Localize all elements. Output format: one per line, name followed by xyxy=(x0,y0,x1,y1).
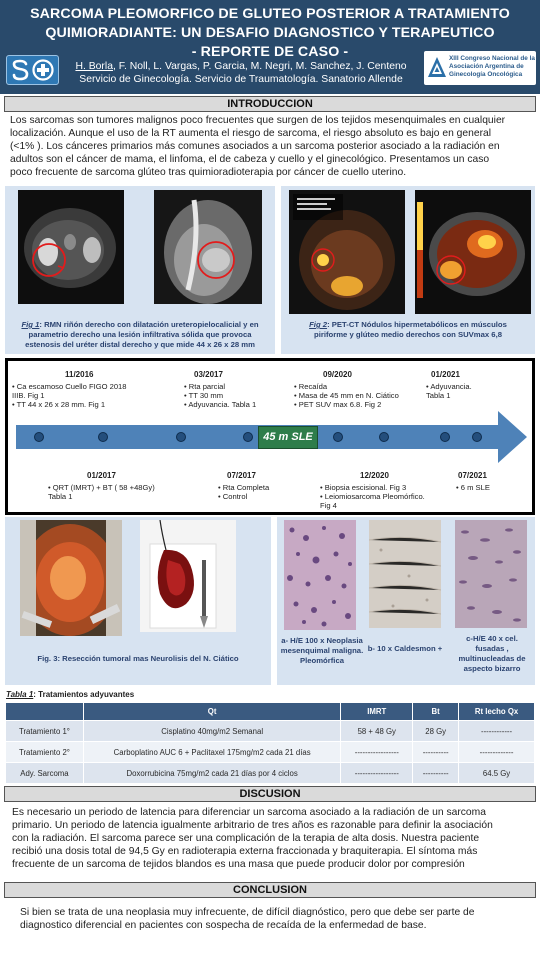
conclusion-line: diagnostico diferencial en pacientes con sospecha de recaída de la enfermedad de base. xyxy=(20,920,427,931)
first-author: H. Borla xyxy=(75,61,113,72)
fig3-caption xyxy=(11,654,265,664)
coauthors: , F. Noll, L. Vargas, P. Garcia, M. Negri, M. Sanchez, J. Centeno xyxy=(112,61,407,72)
fig2-panel xyxy=(281,186,535,354)
timeline-date: 11/2016 xyxy=(65,370,94,379)
timeline-event xyxy=(320,483,425,511)
fig1-caption-line: : RMN riñón derecho con dilatación ureteropielocalicial y en xyxy=(39,320,259,329)
fig1-caption-line: parametrio derecho una lesión infiltrativa sólida que provoca xyxy=(28,330,252,339)
table-cell: ------------- xyxy=(459,742,535,763)
fig4c-caption-line: multinucleadas de xyxy=(458,654,526,663)
histology-he-100x-image xyxy=(284,520,356,630)
table-caption xyxy=(6,690,134,699)
timeline-event-line: • Rta Completa xyxy=(218,483,270,492)
congress-text-line: XIII Congreso Nacional de la xyxy=(449,55,535,62)
intro-text xyxy=(10,114,534,179)
timeline-dot xyxy=(440,432,450,442)
fig1-caption-line: estenosis del uréter distal derecho y que mide 44 x 26 x 28 mm xyxy=(25,340,255,349)
timeline-event xyxy=(48,483,155,501)
conclusion-text xyxy=(20,906,534,932)
timeline-date: 01/2021 xyxy=(431,370,460,379)
affiliation: Servicio de Ginecología. Servicio de Traumatología. Sanatorio Allende xyxy=(79,73,403,85)
timeline-event-line: • Ca escamoso Cuello FIGO 2018 xyxy=(12,382,127,391)
title-line: SARCOMA PLEOMORFICO DE GLUTEO POSTERIOR A TRATAMIENTO xyxy=(30,6,510,22)
timeline-dot xyxy=(472,432,482,442)
timeline-dot xyxy=(34,432,44,442)
timeline-date: 07/2017 xyxy=(227,471,256,480)
discussion-line: recibió una dosis total de 94,5 Gy en radioterapia externa fraccionada y braquiterapia. El síntoma más xyxy=(12,846,478,857)
congress-logo-icon xyxy=(427,56,447,80)
table-header-cell: Qt xyxy=(83,703,340,721)
surgery-image xyxy=(20,520,122,636)
timeline-event-line: • Rta parcial xyxy=(184,382,226,391)
conclusion-line: Si bien se trata de una neoplasia muy infrecuente, de difícil diagnóstico, pero que debe ser parte de xyxy=(20,907,475,918)
table-header-cell: IMRT xyxy=(341,703,413,721)
table-cell: Ady. Sarcoma xyxy=(6,763,84,784)
table-cell: Doxorrubicina 75mg/m2 cada 21 días por 4 ciclos xyxy=(83,763,340,784)
discussion-line: primario. Un periodo de latencia igualmente arbitrario de tres años es razonable para definir la asociación xyxy=(12,820,493,831)
fig2-caption-line: piriforme y glúteo medio derechos con SUVmax 6,8 xyxy=(314,330,502,339)
discussion-text xyxy=(12,806,534,871)
timeline-dot xyxy=(243,432,253,442)
timeline-event-line: IIIB. Fig 1 xyxy=(12,391,45,401)
timeline-event-line: • TT 44 x 26 x 28 mm. Fig 1 xyxy=(12,400,106,410)
timeline-event xyxy=(184,382,256,410)
sanatorio-logo-icon xyxy=(10,58,56,82)
title-line: - REPORTE DE CASO - xyxy=(191,44,349,60)
timeline-event-line: • 6 m SLE xyxy=(456,483,490,492)
timeline-event-line: • Leiomiosarcoma Pleomórfico. xyxy=(320,492,425,502)
timeline-event-line: • Adyuvancia. xyxy=(426,382,472,391)
timeline-date: 09/2020 xyxy=(323,370,352,379)
timeline-date: 03/2017 xyxy=(194,370,223,379)
timeline-event-line: • TT 30 mm xyxy=(184,391,224,401)
timeline-event-line: • Masa de 45 mm en N. Ciático xyxy=(294,391,399,401)
fig3-panel xyxy=(5,517,271,685)
fig3-label: Fig. 3 xyxy=(37,654,58,663)
table-header-cell: Rt lecho Qx xyxy=(459,703,535,721)
table-cell: 58 + 48 Gy xyxy=(341,721,413,742)
discussion-heading: DISCUSION xyxy=(4,786,536,802)
timeline-event xyxy=(294,382,399,410)
fig4a-caption-line: a- H/E 100 x Neoplasia xyxy=(281,636,363,645)
fig1-caption xyxy=(11,320,269,350)
title-line: QUIMIORADIANTE: UN DESAFIO DIAGNOSTICO Y TERAPEUTICO xyxy=(45,25,495,41)
timeline-date: 07/2021 xyxy=(458,471,487,480)
histology-caldesmon-image xyxy=(369,520,441,628)
timeline-dot xyxy=(176,432,186,442)
fig1-label: Fig 1 xyxy=(21,320,40,329)
discussion-line: Es necesario un periodo de latencia para diferenciar un sarcoma asociado a la radiación de un sarcoma xyxy=(12,807,486,818)
table-cell: Tratamiento 2° xyxy=(6,742,84,763)
timeline-event xyxy=(426,382,472,400)
fig4a-caption-line: mesenquimal maligna. xyxy=(280,646,364,655)
fig4b-caption xyxy=(365,644,445,654)
fig1-panel xyxy=(5,186,275,354)
table-cell: ------------ xyxy=(459,721,535,742)
fig2-caption-line: : PET-CT Nódulos hipermetabólicos en músculos xyxy=(327,320,507,329)
intro-line: adultos son el cáncer de mama, el linfoma, el de cabeza y cuello y el ginecológico. Presentamos un caso xyxy=(10,154,490,165)
table-cell: ---------- xyxy=(413,742,459,763)
table-cell: ----------------- xyxy=(341,763,413,784)
fig2-label: Fig 2 xyxy=(309,320,328,329)
table-cell: Tratamiento 1° xyxy=(6,721,84,742)
timeline-event-line: • Recaída xyxy=(294,382,328,391)
timeline-event-line: • Biopsia escisional. Fig 3 xyxy=(320,483,407,492)
congress-text-line: Asociación Argentina de xyxy=(449,63,524,71)
timeline-event-line: Fig 4 xyxy=(320,501,337,511)
fig3-caption-text: : Resección tumoral mas Neurolisis del N. Ciático xyxy=(57,654,239,663)
fig4c-caption-line: aspecto bizarro xyxy=(463,664,521,673)
intro-line: localización. Aunque el uso de la RT aumenta el riesgo de sarcoma, el riesgo absoluto es bajo en general xyxy=(10,128,492,139)
table-row xyxy=(6,742,535,763)
fig4c-caption-line: c-H/E 40 x cel. xyxy=(466,634,518,643)
table-cell: Cisplatino 40mg/m2 Semanal xyxy=(83,721,340,742)
pet-ct-axial-image xyxy=(415,190,531,314)
fig4-panel xyxy=(277,517,535,685)
congress-logo xyxy=(424,51,536,85)
intro-line: (<1% ). Los cánceres primarios más comunes asociados a un sarcoma posterior asociado a la radiación en xyxy=(10,141,500,152)
fig2-caption xyxy=(287,320,529,340)
timeline-event xyxy=(218,483,269,501)
discussion-line: frecuente de un sarcoma de tejidos blandos es una masa que puede producir dolor por compresión xyxy=(12,859,465,870)
intro-line: Los sarcomas son tumores malignos poco frecuentes que surgen de los tejidos mesenquimales en cualquier xyxy=(10,115,506,126)
table-title: : Tratamientos adyuvantes xyxy=(33,690,135,699)
fig4b-caption-line: b- 10 x Caldesmon + xyxy=(367,644,443,653)
table-header-cell: Bt xyxy=(413,703,459,721)
table-label: Tabla 1 xyxy=(6,690,34,699)
mri-pelvis-image xyxy=(154,190,262,304)
table-cell: 64.5 Gy xyxy=(459,763,535,784)
sanatorio-logo xyxy=(6,55,59,85)
timeline-event-line: • Control xyxy=(218,492,248,502)
table-row xyxy=(6,721,535,742)
authors-block xyxy=(62,61,420,86)
conclusion-heading: CONCLUSION xyxy=(4,882,536,898)
table-row xyxy=(6,763,535,784)
timeline-date: 01/2017 xyxy=(87,471,116,480)
fig4a-caption xyxy=(279,636,365,666)
mri-kidney-image xyxy=(18,190,124,304)
timeline-event-line: Tabla 1 xyxy=(426,391,451,401)
timeline-event-line: Tabla 1 xyxy=(48,492,73,502)
timeline-event xyxy=(456,483,490,492)
timeline-date: 12/2020 xyxy=(360,471,389,480)
intro-line: poco frecuente de sarcoma glúteo tras quimioradioterapia por cáncer de cuello uterino. xyxy=(10,167,407,178)
table-header-cell xyxy=(6,703,84,721)
timeline-event-line: • QRT (IMRT) + BT ( 58 +48Gy) xyxy=(48,483,155,492)
treatments-table xyxy=(5,702,535,784)
table-cell: Carboplatino AUC 6 + Paclitaxel 175mg/m2 cada 21 días xyxy=(83,742,340,763)
fig4c-caption-line: fusadas , xyxy=(475,644,509,653)
fig4a-caption-line: Pleomórfica xyxy=(299,656,344,665)
timeline-event-line: • PET SUV max 6.8. Fig 2 xyxy=(294,400,382,410)
timeline-event-line: • Adyuvancia. Tabla 1 xyxy=(184,400,257,410)
timeline-dot xyxy=(333,432,343,442)
table-cell: ---------- xyxy=(413,763,459,784)
table-cell: ----------------- xyxy=(341,742,413,763)
timeline-event xyxy=(12,382,127,410)
table-cell: 28 Gy xyxy=(413,721,459,742)
discussion-line: con la radiación. El sarcoma parece ser una complicación de la terapia de alta dosis. Nuestra paciente xyxy=(12,833,480,844)
histology-he-40x-image xyxy=(455,520,527,628)
sle-badge: 45 m SLE xyxy=(258,426,318,449)
timeline-dot xyxy=(98,432,108,442)
timeline-dot xyxy=(379,432,389,442)
surgical-specimen-image xyxy=(140,520,236,632)
timeline xyxy=(5,358,535,515)
poster-header xyxy=(0,0,540,94)
table-header-row xyxy=(6,703,535,721)
congress-text-line: Ginecología Oncológica xyxy=(449,71,523,79)
intro-heading: INTRODUCCION xyxy=(4,96,536,112)
pet-ct-coronal-image xyxy=(289,190,405,314)
fig4c-caption xyxy=(451,634,533,674)
